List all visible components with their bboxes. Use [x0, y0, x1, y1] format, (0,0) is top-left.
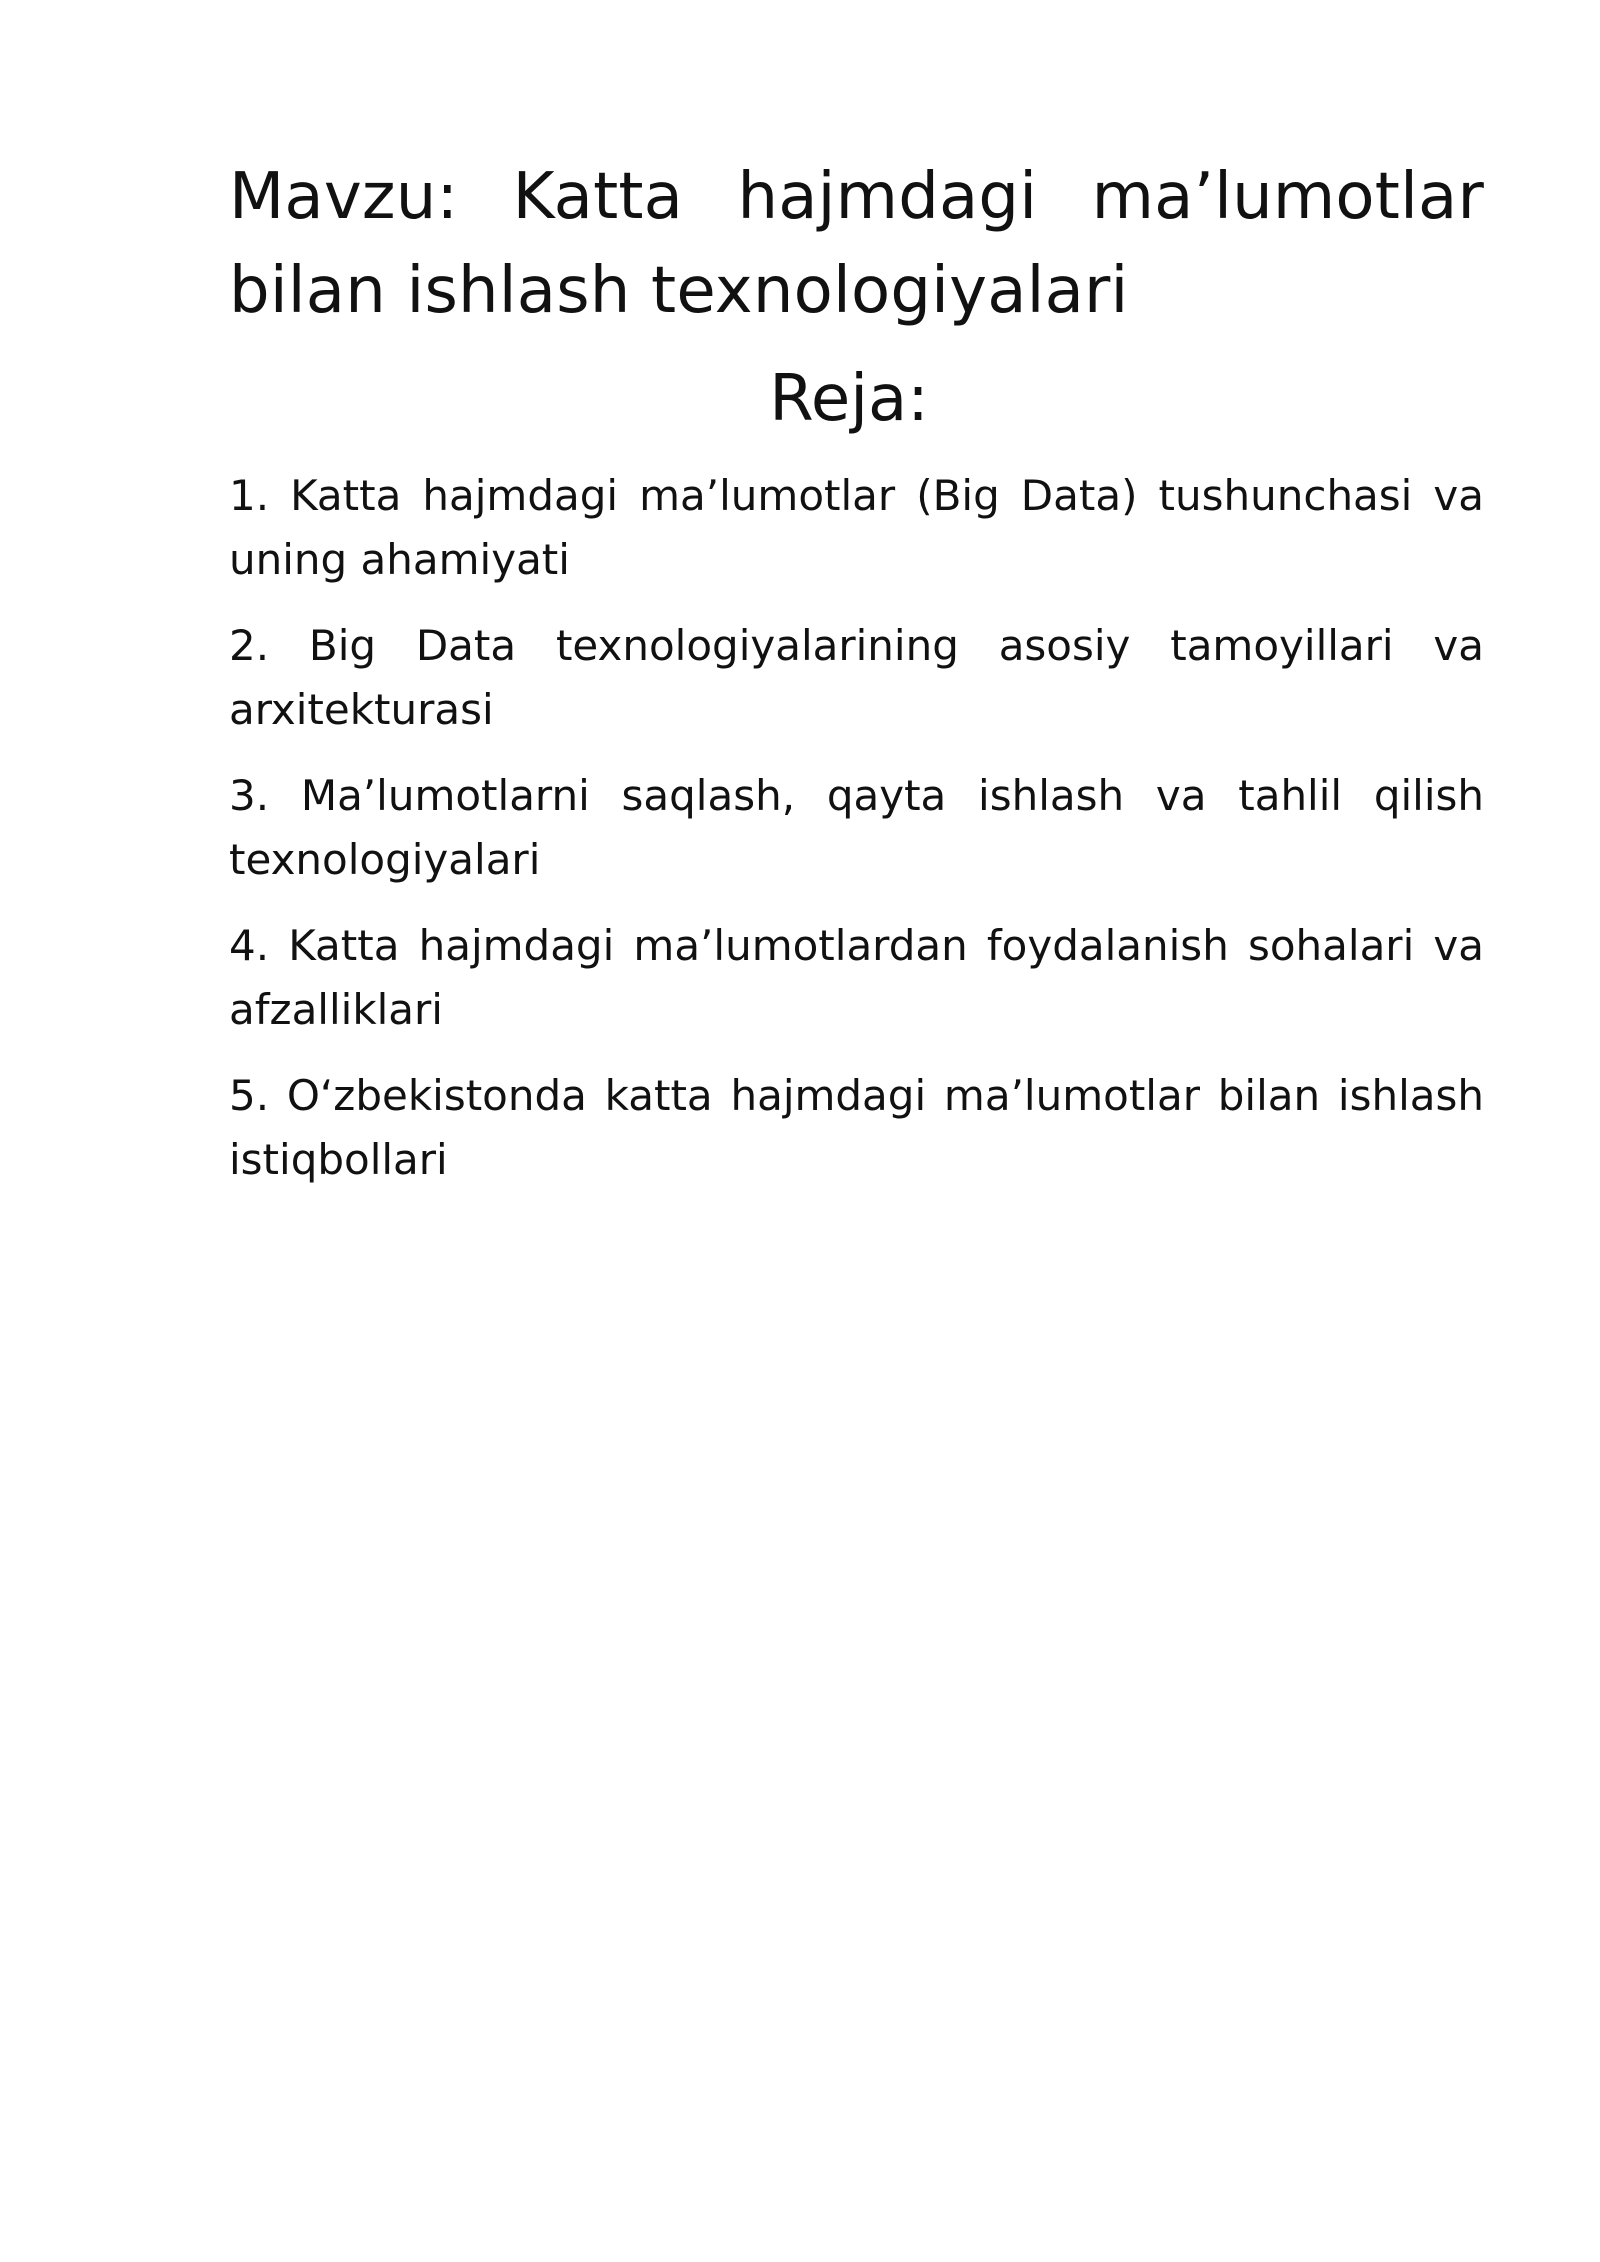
- plan-item-2: 2. Big Data texnologiyalarining asosiy tamoyillari va arxitekturasi: [229, 621, 1484, 734]
- plan-item-3: 3. Ma’lumotlarni saqlash, qayta ishlash va tahlil qilish texnologiyalari: [229, 771, 1484, 884]
- plan-item-5: 5. O‘zbekistonda katta hajmdagi ma’lumotlar bilan ishlash istiqbollari: [229, 1071, 1484, 1184]
- document-content: [229, 150, 1484, 1214]
- plan-list: [229, 464, 1484, 1192]
- document-title: Mavzu: Katta hajmdagi ma’lumotlar bilan ishlash texnologiyalari: [229, 160, 1484, 328]
- plan-heading: Reja:: [769, 362, 929, 436]
- plan-item-4: 4. Katta hajmdagi ma’lumotlardan foydalanish sohalari va afzalliklari: [229, 921, 1484, 1034]
- plan-item-1: 1. Katta hajmdagi ma’lumotlar (Big Data) tushunchasi va uning ahamiyati: [229, 471, 1484, 584]
